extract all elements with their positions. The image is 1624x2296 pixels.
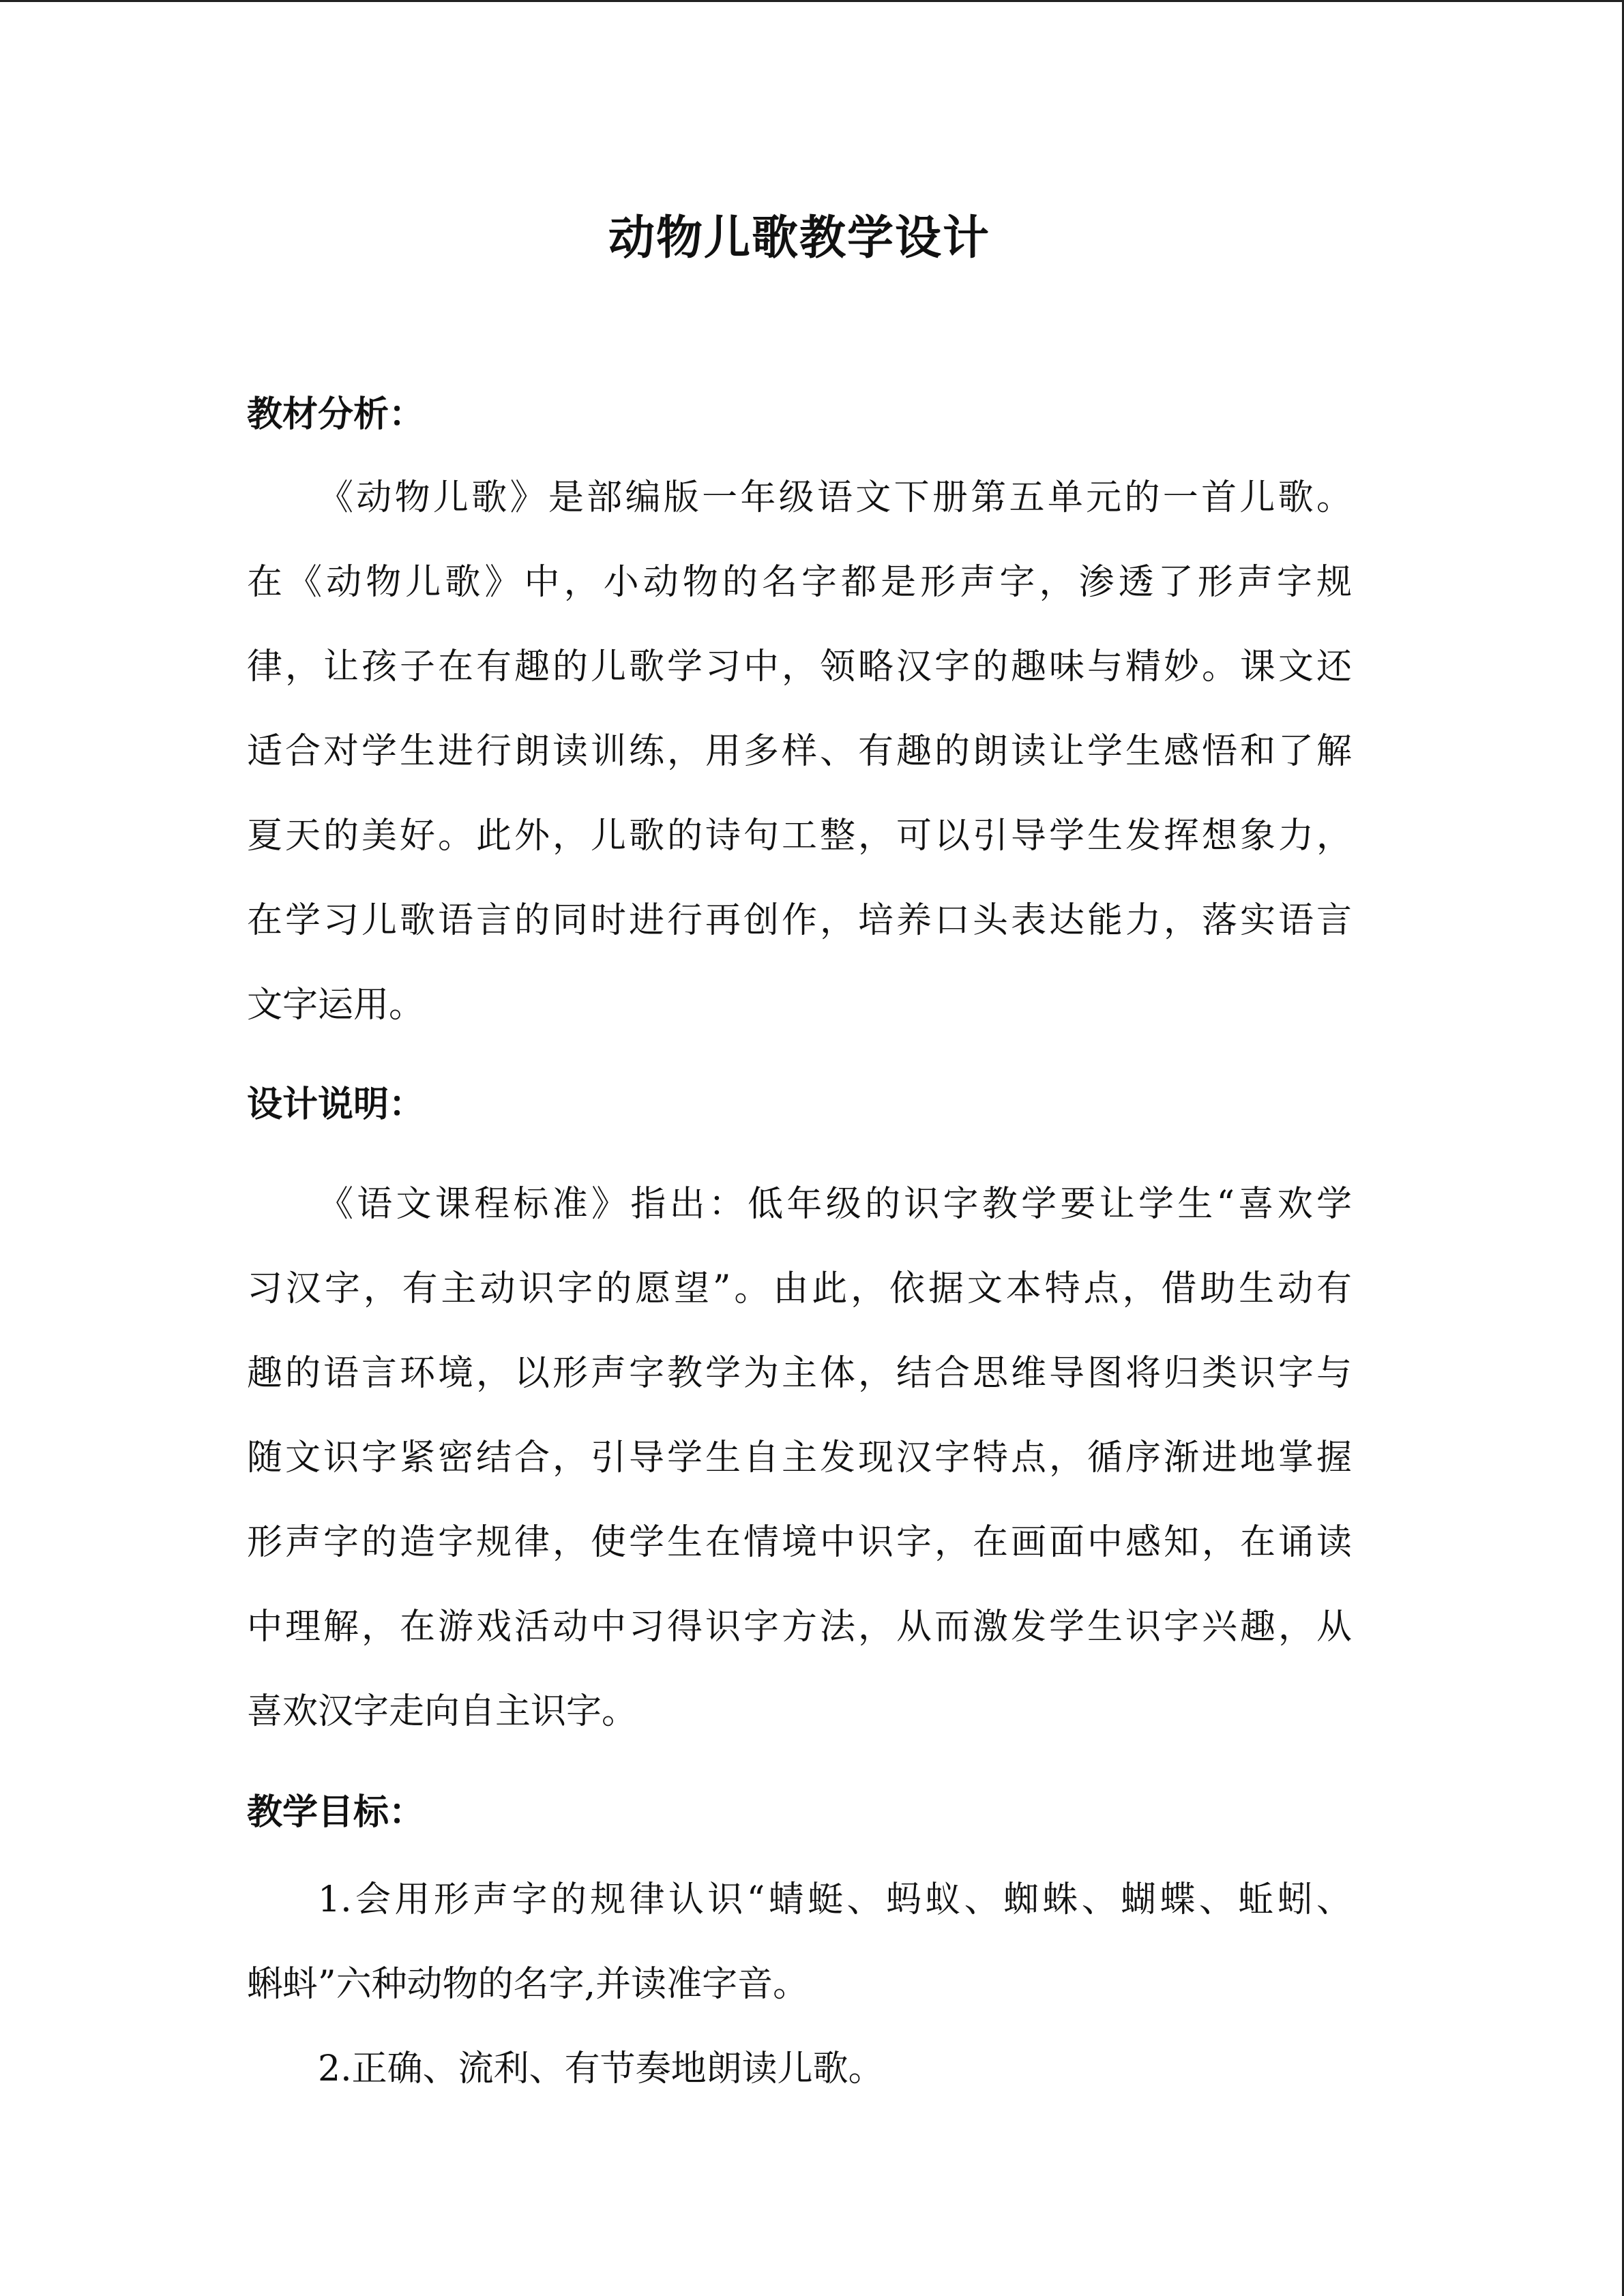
paragraph-goal-1: [247, 1858, 1352, 2027]
paragraph-design-notes: [247, 1162, 1352, 1754]
paragraph-textbook-analysis: [247, 456, 1352, 1047]
text-line: 中理解，在游戏活动中习得识字方法，从而激发学生识字兴趣，从: [247, 1607, 1352, 1648]
text-line: 在《动物儿歌》中，小动物的名字都是形声字，渗透了形声字规: [247, 562, 1352, 603]
text-line: 趣的语言环境，以形声字教学为主体，结合思维导图将归类识字与: [247, 1353, 1352, 1394]
text-line: 随文识字紧密结合，引导学生自主发现汉字特点，循序渐进地掌握: [247, 1437, 1352, 1478]
text-line: 在学习儿歌语言的同时进行再创作，培养口头表达能力，落实语言: [247, 900, 1352, 941]
section-heading-teaching-goals: 教学目标：: [247, 1792, 425, 1833]
paragraph-goal-2: [247, 2027, 1352, 2111]
text-line: 律，让孩子在有趣的儿歌学习中，领略汉字的趣味与精妙。课文还: [247, 646, 1352, 687]
text-line: 蝌蚪”六种动物的名字,并读准字音。: [247, 1964, 809, 2005]
section-heading-design-notes: 设计说明：: [247, 1084, 425, 1125]
text-line: 习汉字，有主动识字的愿望”。由此，依据文本特点，借助生动有: [247, 1268, 1352, 1309]
document-title: 动物儿歌教学设计: [608, 211, 990, 265]
text-line: 夏天的美好。此外，儿歌的诗句工整，可以引导学生发挥想象力，: [247, 816, 1352, 856]
text-line: 《动物儿歌》是部编版一年级语文下册第五单元的一首儿歌。: [318, 477, 1352, 518]
text-line: 2.正确、流利、有节奏地朗读儿歌。: [318, 2048, 884, 2089]
section-heading-textbook-analysis: 教材分析：: [247, 394, 425, 435]
text-line: 喜欢汉字走向自主识字。: [247, 1691, 638, 1732]
text-line: 《语文课程标准》指出：低年级的识字教学要让学生“喜欢学: [318, 1184, 1352, 1225]
text-line: 文字运用。: [247, 985, 425, 1026]
text-line: 1.会用形声字的规律认识“蜻蜓、蚂蚁、蜘蛛、蝴蝶、蚯蚓、: [318, 1879, 1352, 1920]
text-line: 适合对学生进行朗读训练，用多样、有趣的朗读让学生感悟和了解: [247, 731, 1352, 772]
text-line: 形声字的造字规律，使学生在情境中识字，在画面中感知，在诵读: [247, 1522, 1352, 1563]
